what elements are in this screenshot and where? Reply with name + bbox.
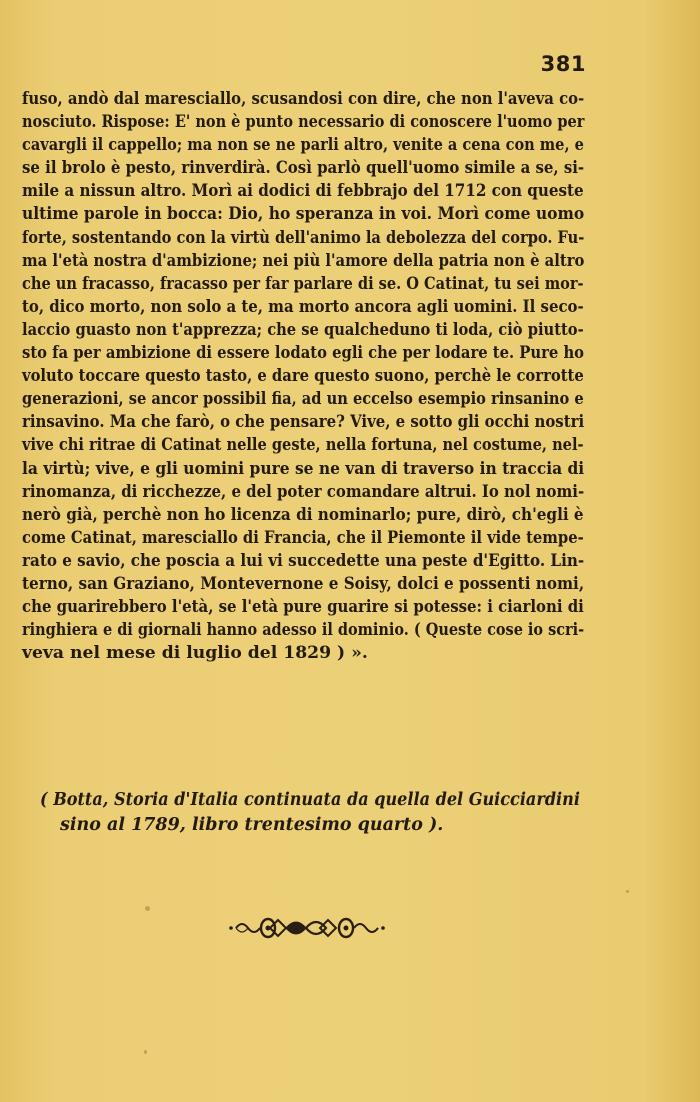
citation-line-2: sino al 1789, libro trentesimo quarto ). xyxy=(60,815,444,835)
text-line: veva nel mese di luglio del 1829 ) ». xyxy=(22,643,368,664)
text-line: nerò già, perchè non ho licenza di nominarlo; pure, dirò, ch'egli è xyxy=(22,504,584,525)
text-line: forte, sostentando con la virtù dell'animo la debolezza del corpo. Fu- xyxy=(22,227,585,248)
text-line: voluto toccare questo tasto, e dare questo suono, perchè le corrotte xyxy=(22,366,584,387)
ornament-icon xyxy=(228,916,386,940)
text-line: generazioni, se ancor possibil fia, ad un eccelso esempio rinsanino e xyxy=(22,389,584,410)
paper-spot xyxy=(145,906,150,911)
text-line: se il brolo è pesto, rinverdirà. Così parlò quell'uomo simile a se, si- xyxy=(22,158,585,179)
citation-line-1: ( Botta, Storia d'Italia continuata da quella del Guicciardini xyxy=(40,790,580,810)
text-line: che guarirebbero l'età, se l'età pure guarire si potesse: i ciarloni di xyxy=(22,597,584,618)
citation xyxy=(40,788,580,838)
body-text xyxy=(22,88,584,665)
text-line: ringhiera e di giornali hanno adesso il dominio. ( Queste cose io scri- xyxy=(22,620,585,641)
text-line: fuso, andò dal maresciallo, scusandosi con dire, che non l'aveva co- xyxy=(22,89,585,109)
text-line: mile a nissun altro. Morì ai dodici di febbrajo del 1712 con queste xyxy=(22,181,584,202)
text-line: ultime parole in bocca: Dio, ho speranza in voi. Morì come uomo xyxy=(22,204,585,225)
text-line: terno, san Graziano, Montevernone e Soisy, dolci e possenti nomi, xyxy=(22,573,585,594)
text-line: ma l'età nostra d'ambizione; nei più l'amore della patria non è altro xyxy=(22,250,585,271)
paper-spot xyxy=(144,1050,147,1054)
page-number: 381 xyxy=(540,52,586,76)
text-line: come Catinat, maresciallo di Francia, che il Piemonte il vide tempe- xyxy=(22,527,584,548)
text-line: rinomanza, di ricchezze, e del poter comandare altrui. Io nol nomi- xyxy=(22,481,585,502)
text-line: rato e savio, che poscia a lui vi succedette una peste d'Egitto. Lin- xyxy=(22,550,585,571)
paper-spot xyxy=(626,890,629,893)
text-line: rinsavino. Ma che farò, o che pensare? Vive, e sotto gli occhi nostri xyxy=(22,412,585,433)
text-line: to, dico morto, non solo a te, ma morto ancora agli uomini. Il seco- xyxy=(22,296,584,317)
text-line: la virtù; vive, e gli uomini pure se ne van di traverso in traccia di xyxy=(22,458,585,479)
text-line: che un fracasso, fracasso per far parlare di se. O Catinat, tu sei mor- xyxy=(22,273,584,294)
text-line: nosciuto. Rispose: E' non è punto necessario di conoscere l'uomo per xyxy=(22,112,585,133)
text-line: laccio guasto non t'apprezza; che se qualcheduno ti loda, ciò piutto- xyxy=(22,319,584,340)
text-line: cavargli il cappello; ma non se ne parli altro, venite a cena con me, e xyxy=(22,135,584,156)
text-line: sto fa per ambizione di essere lodato egli che per lodare te. Pure ho xyxy=(22,343,585,364)
text-line: vive chi ritrae di Catinat nelle geste, nella fortuna, nel costume, nel- xyxy=(22,435,584,456)
